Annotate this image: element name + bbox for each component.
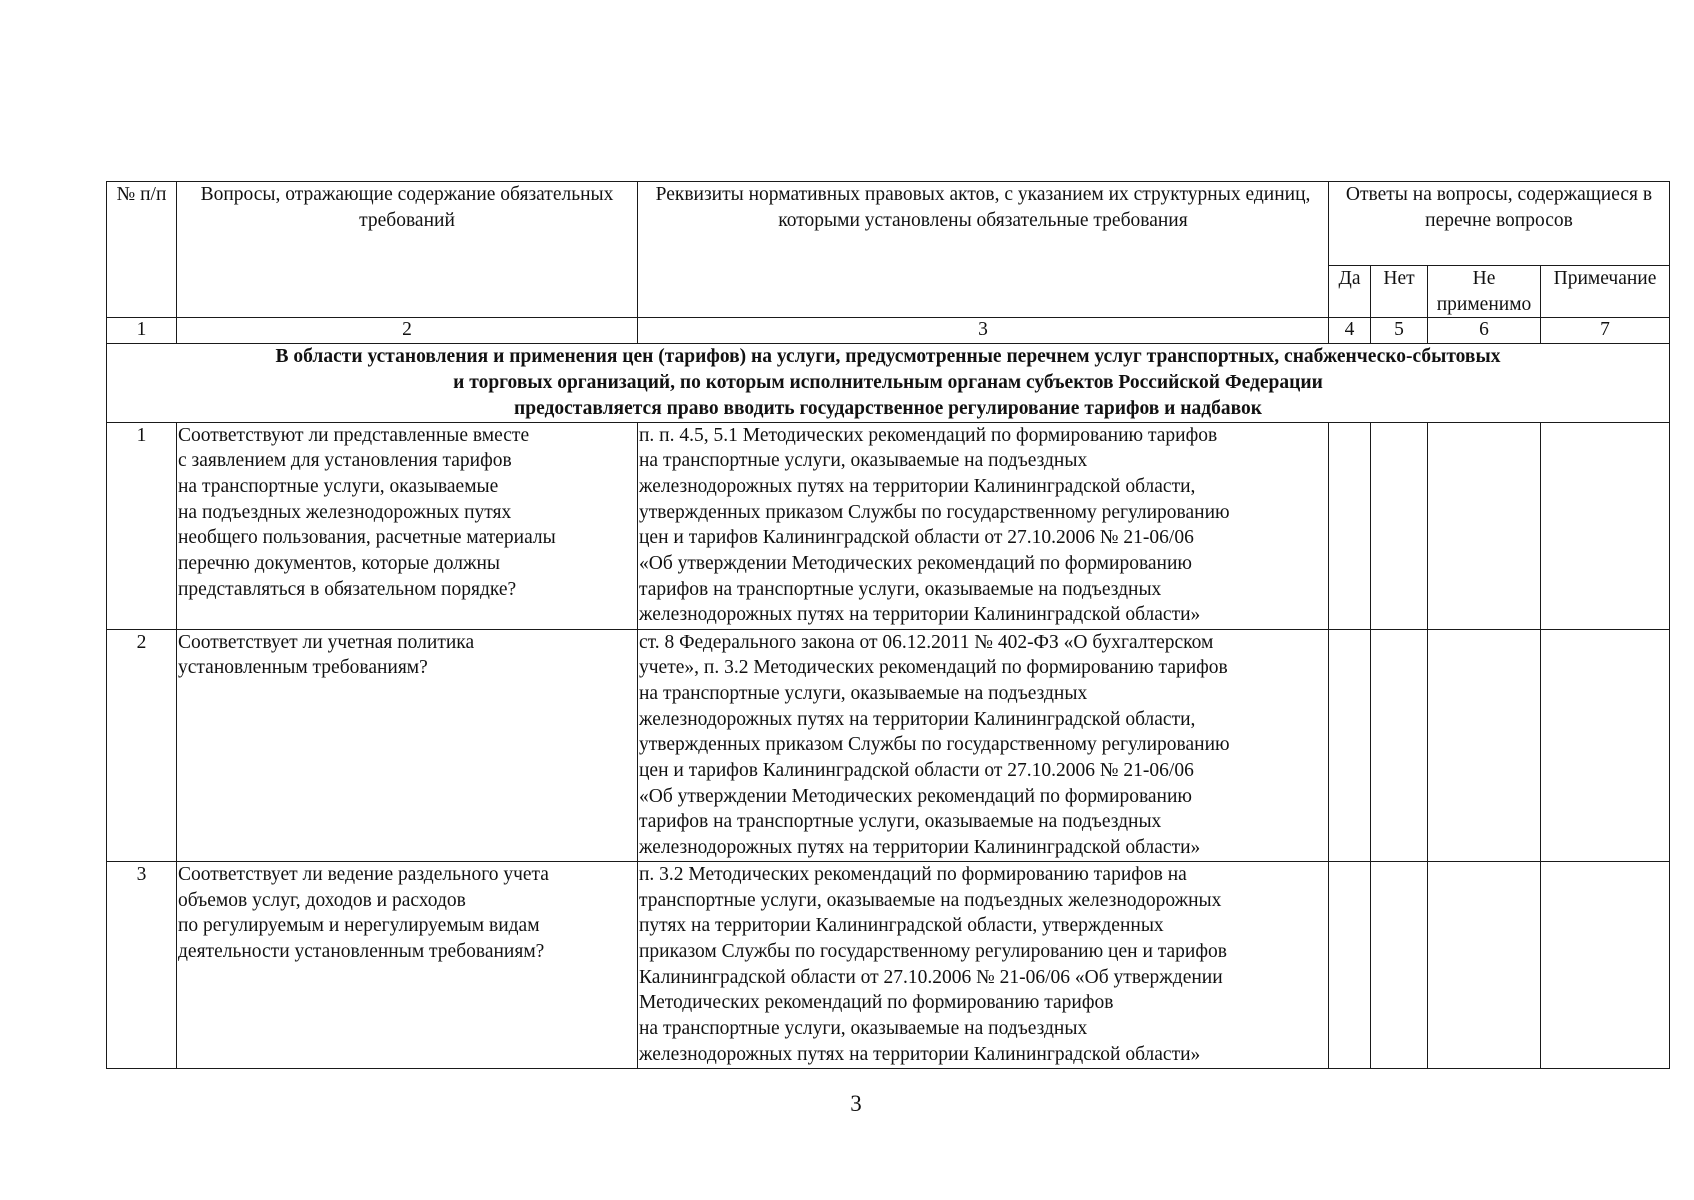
answer-note-cell xyxy=(1541,422,1670,629)
answer-yes-cell xyxy=(1329,422,1371,629)
reference-line: на транспортные услуги, оказываемые на подъездных xyxy=(639,1018,1088,1040)
answer-yes-cell xyxy=(1329,861,1371,1068)
row-number: 3 xyxy=(107,861,177,1068)
reference-line: транспортные услуги, оказываемые на подъездных железнодорожных xyxy=(639,889,1222,911)
question-line: по регулируемым и нерегулируемым видам xyxy=(178,915,540,937)
reference-line: утвержденных приказом Службы по государственному регулированию xyxy=(639,734,1230,756)
header-questions: Вопросы, отражающие содержание обязательных требований xyxy=(177,182,638,318)
reference-line: тарифов на транспортные услуги, оказываемые на подъездных xyxy=(639,811,1162,833)
row-number: 1 xyxy=(107,422,177,629)
column-number: 4 xyxy=(1329,318,1371,344)
reference-line: железнодорожных путях на территории Калининградской области» xyxy=(639,837,1201,859)
column-number: 1 xyxy=(107,318,177,344)
reference-line: железнодорожных путях на территории Калининградской области, xyxy=(639,708,1196,730)
reference-line: цен и тарифов Калининградской области от 27.10.2006 № 21-06/06 xyxy=(639,527,1194,549)
question-line: объемов услуг, доходов и расходов xyxy=(178,889,466,911)
row-number: 2 xyxy=(107,629,177,861)
column-number: 2 xyxy=(177,318,638,344)
section-title-line2: и торговых организаций, по которым исполнительным органам субъектов Российской Федерации xyxy=(453,372,1323,394)
answer-not-applicable-cell xyxy=(1428,861,1541,1068)
question-line: необщего пользования, расчетные материалы xyxy=(178,527,556,549)
reference-cell xyxy=(638,422,1329,629)
column-number: 3 xyxy=(638,318,1329,344)
question-line: перечню документов, которые должны xyxy=(178,553,500,575)
answer-not-applicable-cell xyxy=(1428,629,1541,861)
question-line: Соответствует ли ведение раздельного учета xyxy=(178,863,549,885)
header-no: Нет xyxy=(1371,266,1428,318)
question-line: Соответствуют ли представленные вместе xyxy=(178,424,530,446)
question-line: с заявлением для установления тарифов xyxy=(178,450,512,472)
header-answers: Ответы на вопросы, содержащиеся в перечне вопросов xyxy=(1329,182,1670,266)
reference-line: Калининградской области от 27.10.2006 № 21-06/06 «Об утверждении xyxy=(639,966,1223,988)
reference-cell xyxy=(638,629,1329,861)
reference-line: утвержденных приказом Службы по государственному регулированию xyxy=(639,501,1230,523)
section-title-line1: В области установления и применения цен (тарифов) на услуги, предусмотренные перечнем услуг транспортных, снабженческо-сбытовых xyxy=(275,346,1501,368)
header-requisites: Реквизиты нормативных правовых актов, с указанием их структурных единиц, которыми установлены обязательные требования xyxy=(638,182,1329,318)
reference-line: Методических рекомендаций по формированию тарифов xyxy=(639,992,1114,1014)
table-row xyxy=(107,861,1670,1068)
answer-note-cell xyxy=(1541,629,1670,861)
header-note: Примечание xyxy=(1541,266,1670,318)
reference-line: ст. 8 Федерального закона от 06.12.2011 № 402-ФЗ «О бухгалтерском xyxy=(639,631,1214,653)
question-cell xyxy=(177,422,638,629)
page-number: 3 xyxy=(850,1091,862,1116)
reference-cell xyxy=(638,861,1329,1068)
reference-line: тарифов на транспортные услуги, оказываемые на подъездных xyxy=(639,578,1162,600)
reference-line: приказом Службы по государственному регулированию цен и тарифов xyxy=(639,940,1227,962)
reference-line: цен и тарифов Калининградской области от 27.10.2006 № 21-06/06 xyxy=(639,760,1194,782)
reference-line: учете», п. 3.2 Методических рекомендаций по формированию тарифов xyxy=(639,657,1228,679)
header-num: № п/п xyxy=(107,182,177,318)
column-number: 6 xyxy=(1428,318,1541,344)
reference-line: п. 3.2 Методических рекомендаций по формированию тарифов на xyxy=(639,863,1187,885)
question-line: деятельности установленным требованиям? xyxy=(178,940,545,962)
column-number: 5 xyxy=(1371,318,1428,344)
question-cell xyxy=(177,629,638,861)
header-not-applicable xyxy=(1428,266,1541,318)
reference-line: железнодорожных путях на территории Калининградской области» xyxy=(639,1043,1201,1065)
question-line: на транспортные услуги, оказываемые xyxy=(178,475,499,497)
reference-line: на транспортные услуги, оказываемые на подъездных xyxy=(639,450,1088,472)
checklist-table xyxy=(106,181,1670,1069)
reference-line: п. п. 4.5, 5.1 Методических рекомендаций по формированию тарифов xyxy=(639,424,1218,446)
reference-line: железнодорожных путях на территории Калининградской области» xyxy=(639,604,1201,626)
answer-no-cell xyxy=(1371,629,1428,861)
table-row xyxy=(107,629,1670,861)
reference-line: путях на территории Калининградской области, утвержденных xyxy=(639,915,1164,937)
column-numbers-row xyxy=(107,318,1670,344)
question-line: установленным требованиям? xyxy=(178,657,428,679)
header-na-line2: применимо xyxy=(1436,293,1532,315)
question-line: на подъездных железнодорожных путях xyxy=(178,501,512,523)
answer-no-cell xyxy=(1371,861,1428,1068)
header-na-line1: Не xyxy=(1472,268,1496,289)
reference-line: железнодорожных путях на территории Калининградской области, xyxy=(639,475,1196,497)
section-row xyxy=(107,344,1670,422)
reference-line: на транспортные услуги, оказываемые на подъездных xyxy=(639,682,1088,704)
header-yes: Да xyxy=(1329,266,1371,318)
reference-line: «Об утверждении Методических рекомендаций по формированию xyxy=(639,785,1192,807)
section-title xyxy=(107,344,1670,422)
answer-no-cell xyxy=(1371,422,1428,629)
question-line: Соответствует ли учетная политика xyxy=(178,631,475,653)
answer-yes-cell xyxy=(1329,629,1371,861)
column-number: 7 xyxy=(1541,318,1670,344)
question-line: представляться в обязательном порядке? xyxy=(178,578,517,600)
table-row xyxy=(107,422,1670,629)
header-row xyxy=(107,182,1670,266)
question-cell xyxy=(177,861,638,1068)
section-title-line3: предоставляется право вводить государственное регулирование тарифов и надбавок xyxy=(514,397,1262,419)
answer-not-applicable-cell xyxy=(1428,422,1541,629)
reference-line: «Об утверждении Методических рекомендаций по формированию xyxy=(639,553,1192,575)
answer-note-cell xyxy=(1541,861,1670,1068)
